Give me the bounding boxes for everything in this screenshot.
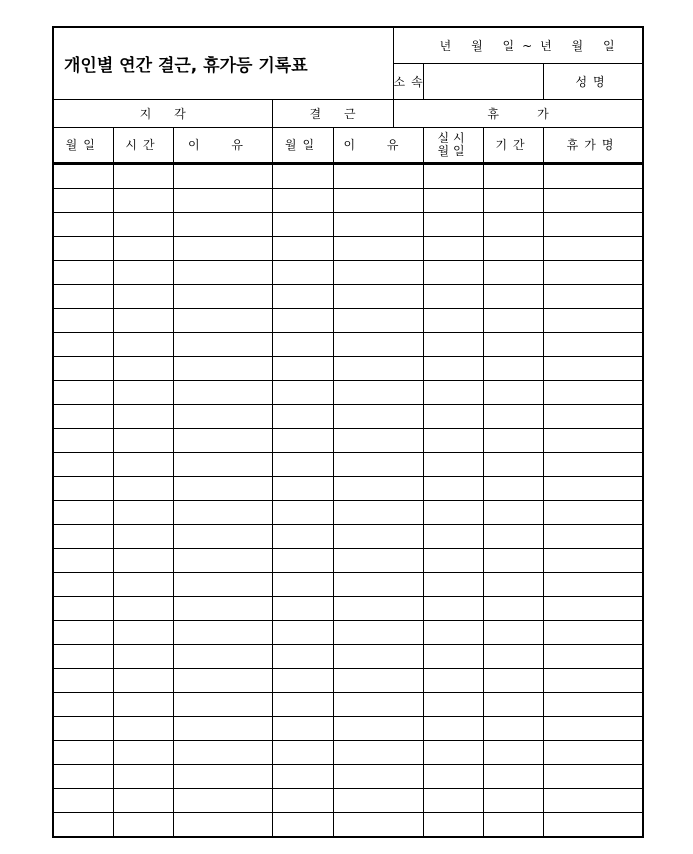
column-leave-period: 기간	[483, 127, 543, 163]
cell-leave-date[interactable]	[423, 308, 483, 332]
cell-tardy-date[interactable]	[53, 500, 113, 524]
cell-leave-name[interactable]	[543, 644, 643, 668]
cell-leave-period[interactable]	[483, 212, 543, 236]
cell-tardy-date[interactable]	[53, 284, 113, 308]
table-row	[53, 716, 643, 740]
cell-tardy-time[interactable]	[113, 476, 173, 500]
table-row	[53, 692, 643, 716]
cell-tardy-date[interactable]	[53, 236, 113, 260]
cell-tardy-time[interactable]	[113, 356, 173, 380]
cell-tardy-date[interactable]	[53, 740, 113, 764]
cell-absence-date[interactable]	[272, 332, 333, 356]
cell-tardy-time[interactable]	[113, 644, 173, 668]
cell-leave-name[interactable]	[543, 356, 643, 380]
cell-tardy-reason[interactable]	[173, 764, 272, 788]
cell-leave-date[interactable]	[423, 332, 483, 356]
cell-absence-reason[interactable]	[333, 163, 423, 188]
cell-absence-date[interactable]	[272, 476, 333, 500]
column-leave-name: 휴가명	[543, 127, 643, 163]
cell-absence-reason[interactable]	[333, 212, 423, 236]
cell-tardy-time[interactable]	[113, 284, 173, 308]
table-row	[53, 188, 643, 212]
cell-tardy-reason[interactable]	[173, 692, 272, 716]
group-label-leave: 휴 가	[487, 106, 549, 121]
cell-tardy-time[interactable]	[113, 212, 173, 236]
cell-leave-name[interactable]	[543, 764, 643, 788]
cell-leave-period[interactable]	[483, 356, 543, 380]
cell-absence-date[interactable]	[272, 284, 333, 308]
cell-absence-reason[interactable]	[333, 716, 423, 740]
cell-leave-date[interactable]	[423, 428, 483, 452]
cell-absence-reason[interactable]	[333, 284, 423, 308]
cell-absence-date[interactable]	[272, 716, 333, 740]
table-row	[53, 236, 643, 260]
cell-leave-period[interactable]	[483, 668, 543, 692]
cell-leave-name[interactable]	[543, 788, 643, 812]
cell-leave-date[interactable]	[423, 356, 483, 380]
affiliation-value[interactable]	[423, 63, 543, 99]
table-row	[53, 572, 643, 596]
cell-absence-reason[interactable]	[333, 644, 423, 668]
cell-tardy-date[interactable]	[53, 452, 113, 476]
table-row	[53, 668, 643, 692]
cell-absence-date[interactable]	[272, 788, 333, 812]
cell-leave-name[interactable]	[543, 740, 643, 764]
cell-leave-name[interactable]	[543, 260, 643, 284]
cell-leave-date[interactable]	[423, 668, 483, 692]
cell-tardy-time[interactable]	[113, 692, 173, 716]
cell-absence-date[interactable]	[272, 163, 333, 188]
cell-tardy-reason[interactable]	[173, 260, 272, 284]
cell-leave-period[interactable]	[483, 404, 543, 428]
table-row	[53, 740, 643, 764]
cell-tardy-reason[interactable]	[173, 428, 272, 452]
attendance-record-form	[52, 26, 644, 838]
cell-absence-date[interactable]	[272, 596, 333, 620]
affiliation-label: 소속	[393, 63, 423, 99]
cell-leave-date[interactable]	[423, 692, 483, 716]
cell-absence-reason[interactable]	[333, 260, 423, 284]
cell-absence-reason[interactable]	[333, 428, 423, 452]
cell-tardy-date[interactable]	[53, 163, 113, 188]
cell-absence-reason[interactable]	[333, 572, 423, 596]
cell-leave-period[interactable]	[483, 284, 543, 308]
form-title: 개인별 연간 결근, 휴가등 기록표	[53, 27, 393, 99]
cell-tardy-time[interactable]	[113, 596, 173, 620]
column-leave-date-line2: 월일	[437, 143, 469, 158]
cell-leave-period[interactable]	[483, 476, 543, 500]
cell-leave-name[interactable]	[543, 812, 643, 837]
table-row	[53, 548, 643, 572]
cell-tardy-date[interactable]	[53, 308, 113, 332]
group-header-leave	[393, 99, 643, 127]
cell-absence-reason[interactable]	[333, 764, 423, 788]
cell-leave-name[interactable]	[543, 572, 643, 596]
group-header-absence	[272, 99, 393, 127]
cell-tardy-date[interactable]	[53, 572, 113, 596]
cell-leave-period[interactable]	[483, 163, 543, 188]
table-row	[53, 404, 643, 428]
cell-leave-date[interactable]	[423, 644, 483, 668]
cell-absence-reason[interactable]	[333, 524, 423, 548]
cell-absence-reason[interactable]	[333, 308, 423, 332]
cell-tardy-date[interactable]	[53, 644, 113, 668]
cell-absence-date[interactable]	[272, 452, 333, 476]
cell-leave-name[interactable]	[543, 428, 643, 452]
cell-leave-date[interactable]	[423, 284, 483, 308]
cell-tardy-date[interactable]	[53, 764, 113, 788]
cell-leave-name[interactable]	[543, 716, 643, 740]
column-tardy-date: 월일	[53, 127, 113, 163]
table-row	[53, 764, 643, 788]
cell-leave-period[interactable]	[483, 188, 543, 212]
cell-leave-date[interactable]	[423, 500, 483, 524]
cell-tardy-reason[interactable]	[173, 380, 272, 404]
cell-absence-reason[interactable]	[333, 788, 423, 812]
cell-leave-date[interactable]	[423, 764, 483, 788]
cell-absence-reason[interactable]	[333, 500, 423, 524]
cell-leave-date[interactable]	[423, 620, 483, 644]
cell-leave-date[interactable]	[423, 404, 483, 428]
cell-tardy-date[interactable]	[53, 692, 113, 716]
name-label: 성명	[543, 63, 643, 99]
cell-tardy-reason[interactable]	[173, 404, 272, 428]
column-leave-date-line1: 실시	[437, 130, 469, 145]
cell-leave-name[interactable]	[543, 404, 643, 428]
cell-absence-reason[interactable]	[333, 476, 423, 500]
cell-leave-name[interactable]	[543, 212, 643, 236]
cell-leave-period[interactable]	[483, 596, 543, 620]
cell-absence-reason[interactable]	[333, 452, 423, 476]
cell-tardy-reason[interactable]	[173, 740, 272, 764]
cell-tardy-date[interactable]	[53, 788, 113, 812]
cell-tardy-time[interactable]	[113, 332, 173, 356]
table-row	[53, 524, 643, 548]
cell-absence-date[interactable]	[272, 428, 333, 452]
cell-tardy-date[interactable]	[53, 380, 113, 404]
cell-tardy-time[interactable]	[113, 163, 173, 188]
cell-leave-date[interactable]	[423, 188, 483, 212]
cell-leave-period[interactable]	[483, 572, 543, 596]
cell-tardy-date[interactable]	[53, 812, 113, 837]
cell-absence-reason[interactable]	[333, 620, 423, 644]
cell-tardy-reason[interactable]	[173, 572, 272, 596]
table-row	[53, 812, 643, 837]
cell-leave-date[interactable]	[423, 163, 483, 188]
cell-absence-date[interactable]	[272, 308, 333, 332]
cell-leave-period[interactable]	[483, 428, 543, 452]
cell-tardy-reason[interactable]	[173, 812, 272, 837]
cell-leave-name[interactable]	[543, 332, 643, 356]
cell-leave-date[interactable]	[423, 476, 483, 500]
cell-leave-period[interactable]	[483, 524, 543, 548]
cell-leave-name[interactable]	[543, 380, 643, 404]
column-tardy-reason: 이 유	[173, 127, 272, 163]
cell-tardy-date[interactable]	[53, 620, 113, 644]
cell-tardy-reason[interactable]	[173, 788, 272, 812]
cell-absence-reason[interactable]	[333, 356, 423, 380]
table-row	[53, 620, 643, 644]
cell-tardy-time[interactable]	[113, 548, 173, 572]
cell-absence-reason[interactable]	[333, 596, 423, 620]
cell-absence-date[interactable]	[272, 356, 333, 380]
cell-tardy-date[interactable]	[53, 428, 113, 452]
column-tardy-time: 시간	[113, 127, 173, 163]
cell-tardy-time[interactable]	[113, 188, 173, 212]
cell-tardy-date[interactable]	[53, 356, 113, 380]
cell-tardy-reason[interactable]	[173, 163, 272, 188]
table-row	[53, 356, 643, 380]
table-row	[53, 260, 643, 284]
table-row	[53, 788, 643, 812]
cell-leave-name[interactable]	[543, 500, 643, 524]
cell-absence-date[interactable]	[272, 188, 333, 212]
cell-tardy-time[interactable]	[113, 260, 173, 284]
cell-tardy-reason[interactable]	[173, 620, 272, 644]
cell-leave-period[interactable]	[483, 308, 543, 332]
cell-leave-period[interactable]	[483, 452, 543, 476]
cell-leave-name[interactable]	[543, 548, 643, 572]
cell-leave-period[interactable]	[483, 620, 543, 644]
cell-leave-date[interactable]	[423, 260, 483, 284]
cell-tardy-date[interactable]	[53, 260, 113, 284]
record-rows	[53, 163, 643, 837]
cell-tardy-reason[interactable]	[173, 716, 272, 740]
table-row	[53, 332, 643, 356]
cell-leave-name[interactable]	[543, 452, 643, 476]
cell-absence-date[interactable]	[272, 548, 333, 572]
table-row	[53, 380, 643, 404]
cell-tardy-reason[interactable]	[173, 548, 272, 572]
cell-absence-date[interactable]	[272, 500, 333, 524]
cell-leave-date[interactable]	[423, 452, 483, 476]
cell-tardy-time[interactable]	[113, 740, 173, 764]
cell-leave-name[interactable]	[543, 308, 643, 332]
table-row	[53, 596, 643, 620]
cell-tardy-time[interactable]	[113, 308, 173, 332]
cell-tardy-reason[interactable]	[173, 596, 272, 620]
cell-leave-date[interactable]	[423, 788, 483, 812]
cell-leave-period[interactable]	[483, 692, 543, 716]
cell-tardy-reason[interactable]	[173, 188, 272, 212]
cell-tardy-time[interactable]	[113, 500, 173, 524]
table-row	[53, 212, 643, 236]
cell-tardy-date[interactable]	[53, 668, 113, 692]
cell-absence-date[interactable]	[272, 212, 333, 236]
cell-absence-reason[interactable]	[333, 380, 423, 404]
cell-leave-name[interactable]	[543, 236, 643, 260]
group-label-absence: 결 근	[309, 106, 356, 121]
cell-tardy-time[interactable]	[113, 812, 173, 837]
cell-leave-name[interactable]	[543, 188, 643, 212]
cell-leave-date[interactable]	[423, 740, 483, 764]
cell-tardy-time[interactable]	[113, 452, 173, 476]
cell-leave-date[interactable]	[423, 548, 483, 572]
cell-leave-period[interactable]	[483, 740, 543, 764]
cell-leave-period[interactable]	[483, 332, 543, 356]
cell-absence-reason[interactable]	[333, 668, 423, 692]
cell-leave-date[interactable]	[423, 716, 483, 740]
cell-absence-date[interactable]	[272, 740, 333, 764]
period-field[interactable]: 년 월 일~년 월 일	[393, 27, 643, 63]
cell-absence-date[interactable]	[272, 404, 333, 428]
cell-leave-name[interactable]	[543, 692, 643, 716]
column-leave-date	[423, 127, 483, 163]
cell-absence-date[interactable]	[272, 524, 333, 548]
cell-tardy-time[interactable]	[113, 380, 173, 404]
cell-leave-period[interactable]	[483, 812, 543, 837]
cell-absence-date[interactable]	[272, 380, 333, 404]
group-header-tardy	[53, 99, 272, 127]
cell-leave-name[interactable]	[543, 476, 643, 500]
cell-tardy-reason[interactable]	[173, 284, 272, 308]
cell-leave-name[interactable]	[543, 163, 643, 188]
cell-absence-reason[interactable]	[333, 236, 423, 260]
table-row	[53, 644, 643, 668]
table-row	[53, 163, 643, 188]
cell-tardy-time[interactable]	[113, 764, 173, 788]
cell-absence-reason[interactable]	[333, 188, 423, 212]
cell-tardy-reason[interactable]	[173, 644, 272, 668]
cell-leave-date[interactable]	[423, 572, 483, 596]
cell-tardy-time[interactable]	[113, 788, 173, 812]
cell-absence-date[interactable]	[272, 620, 333, 644]
cell-tardy-reason[interactable]	[173, 668, 272, 692]
cell-tardy-date[interactable]	[53, 332, 113, 356]
cell-leave-period[interactable]	[483, 788, 543, 812]
cell-absence-date[interactable]	[272, 668, 333, 692]
cell-absence-reason[interactable]	[333, 692, 423, 716]
cell-tardy-reason[interactable]	[173, 500, 272, 524]
cell-tardy-date[interactable]	[53, 404, 113, 428]
cell-absence-reason[interactable]	[333, 548, 423, 572]
cell-tardy-reason[interactable]	[173, 476, 272, 500]
table-row	[53, 284, 643, 308]
cell-leave-name[interactable]	[543, 620, 643, 644]
cell-tardy-date[interactable]	[53, 188, 113, 212]
cell-tardy-reason[interactable]	[173, 524, 272, 548]
cell-tardy-time[interactable]	[113, 236, 173, 260]
cell-leave-period[interactable]	[483, 380, 543, 404]
cell-leave-date[interactable]	[423, 596, 483, 620]
table-row	[53, 428, 643, 452]
cell-absence-reason[interactable]	[333, 404, 423, 428]
cell-leave-period[interactable]	[483, 716, 543, 740]
cell-absence-date[interactable]	[272, 260, 333, 284]
cell-tardy-reason[interactable]	[173, 212, 272, 236]
cell-absence-date[interactable]	[272, 572, 333, 596]
cell-leave-period[interactable]	[483, 764, 543, 788]
table-row	[53, 308, 643, 332]
cell-absence-date[interactable]	[272, 644, 333, 668]
cell-tardy-time[interactable]	[113, 524, 173, 548]
cell-leave-date[interactable]	[423, 812, 483, 837]
cell-tardy-time[interactable]	[113, 620, 173, 644]
cell-leave-period[interactable]	[483, 500, 543, 524]
cell-tardy-reason[interactable]	[173, 308, 272, 332]
cell-absence-reason[interactable]	[333, 332, 423, 356]
cell-leave-period[interactable]	[483, 236, 543, 260]
cell-leave-name[interactable]	[543, 524, 643, 548]
cell-tardy-date[interactable]	[53, 212, 113, 236]
cell-tardy-reason[interactable]	[173, 332, 272, 356]
cell-absence-reason[interactable]	[333, 812, 423, 837]
cell-leave-date[interactable]	[423, 380, 483, 404]
cell-leave-name[interactable]	[543, 596, 643, 620]
cell-tardy-time[interactable]	[113, 428, 173, 452]
cell-absence-date[interactable]	[272, 692, 333, 716]
cell-tardy-date[interactable]	[53, 524, 113, 548]
cell-leave-date[interactable]	[423, 236, 483, 260]
cell-leave-period[interactable]	[483, 260, 543, 284]
table-row	[53, 500, 643, 524]
cell-leave-name[interactable]	[543, 668, 643, 692]
cell-leave-name[interactable]	[543, 284, 643, 308]
cell-tardy-reason[interactable]	[173, 356, 272, 380]
cell-tardy-date[interactable]	[53, 476, 113, 500]
cell-tardy-time[interactable]	[113, 668, 173, 692]
cell-absence-reason[interactable]	[333, 740, 423, 764]
cell-leave-period[interactable]	[483, 548, 543, 572]
cell-tardy-time[interactable]	[113, 716, 173, 740]
cell-tardy-time[interactable]	[113, 404, 173, 428]
table-row	[53, 476, 643, 500]
cell-leave-date[interactable]	[423, 524, 483, 548]
cell-absence-date[interactable]	[272, 764, 333, 788]
cell-tardy-date[interactable]	[53, 548, 113, 572]
column-absence-reason: 이 유	[333, 127, 423, 163]
cell-tardy-reason[interactable]	[173, 452, 272, 476]
column-absence-date: 월일	[272, 127, 333, 163]
group-label-tardy: 지 각	[139, 106, 186, 121]
cell-leave-date[interactable]	[423, 212, 483, 236]
cell-tardy-date[interactable]	[53, 716, 113, 740]
table-row	[53, 452, 643, 476]
cell-tardy-date[interactable]	[53, 596, 113, 620]
cell-absence-date[interactable]	[272, 812, 333, 837]
cell-absence-date[interactable]	[272, 236, 333, 260]
cell-tardy-time[interactable]	[113, 572, 173, 596]
cell-tardy-reason[interactable]	[173, 236, 272, 260]
cell-leave-period[interactable]	[483, 644, 543, 668]
